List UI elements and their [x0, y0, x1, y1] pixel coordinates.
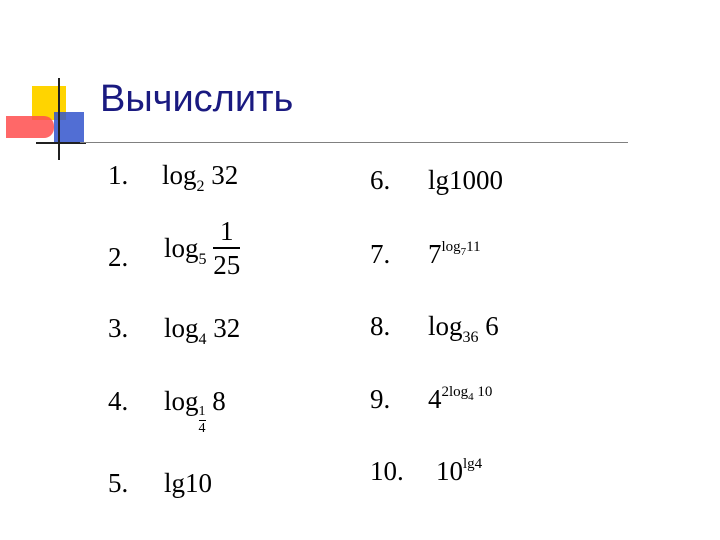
item-8-expression: $\log_{36} 6$ — [428, 311, 499, 346]
item-3-number: 3. — [108, 313, 129, 343]
item-2-expression: $\log_5$ $\frac{1}{25}$ — [164, 216, 241, 280]
item-4-number: 4. — [108, 386, 129, 416]
item-2-number: 2. — [108, 242, 129, 272]
item-6-expression: lg1000 — [428, 165, 504, 195]
item-9-number: 9. — [370, 384, 391, 414]
deco-red-bar — [6, 116, 54, 138]
slide-title: Вычислить — [100, 78, 294, 120]
item-8-number: 8. — [370, 311, 391, 341]
item-10-expression: $10^{lg4}$ — [436, 456, 483, 486]
deco-horizontal-line — [36, 142, 86, 144]
item-3-expression: $\log_4 32$ — [164, 313, 241, 348]
fraction-argument: $\frac{1}{25}$ — [213, 216, 241, 280]
item-5-expression: lg10 — [164, 468, 213, 498]
item-1-expression: $\log_2 32$ — [162, 160, 239, 195]
item-1-number: 1. — [108, 160, 129, 190]
item-5-number: 5. — [108, 468, 129, 498]
deco-vertical-line — [58, 78, 60, 160]
item-4-expression: $\log\frac{1}{4} 8$ — [164, 386, 226, 436]
item-10-number: 10. — [370, 456, 404, 486]
title-divider — [80, 142, 628, 143]
item-6-number: 6. — [370, 165, 391, 195]
item-7-number: 7. — [370, 239, 391, 269]
fraction-base: $\frac{1}{4}$ — [198, 404, 206, 436]
item-7-expression: $7^{log_711}$ — [428, 239, 481, 269]
item-9-expression: $4^{2log_4 10}$ — [428, 384, 493, 414]
